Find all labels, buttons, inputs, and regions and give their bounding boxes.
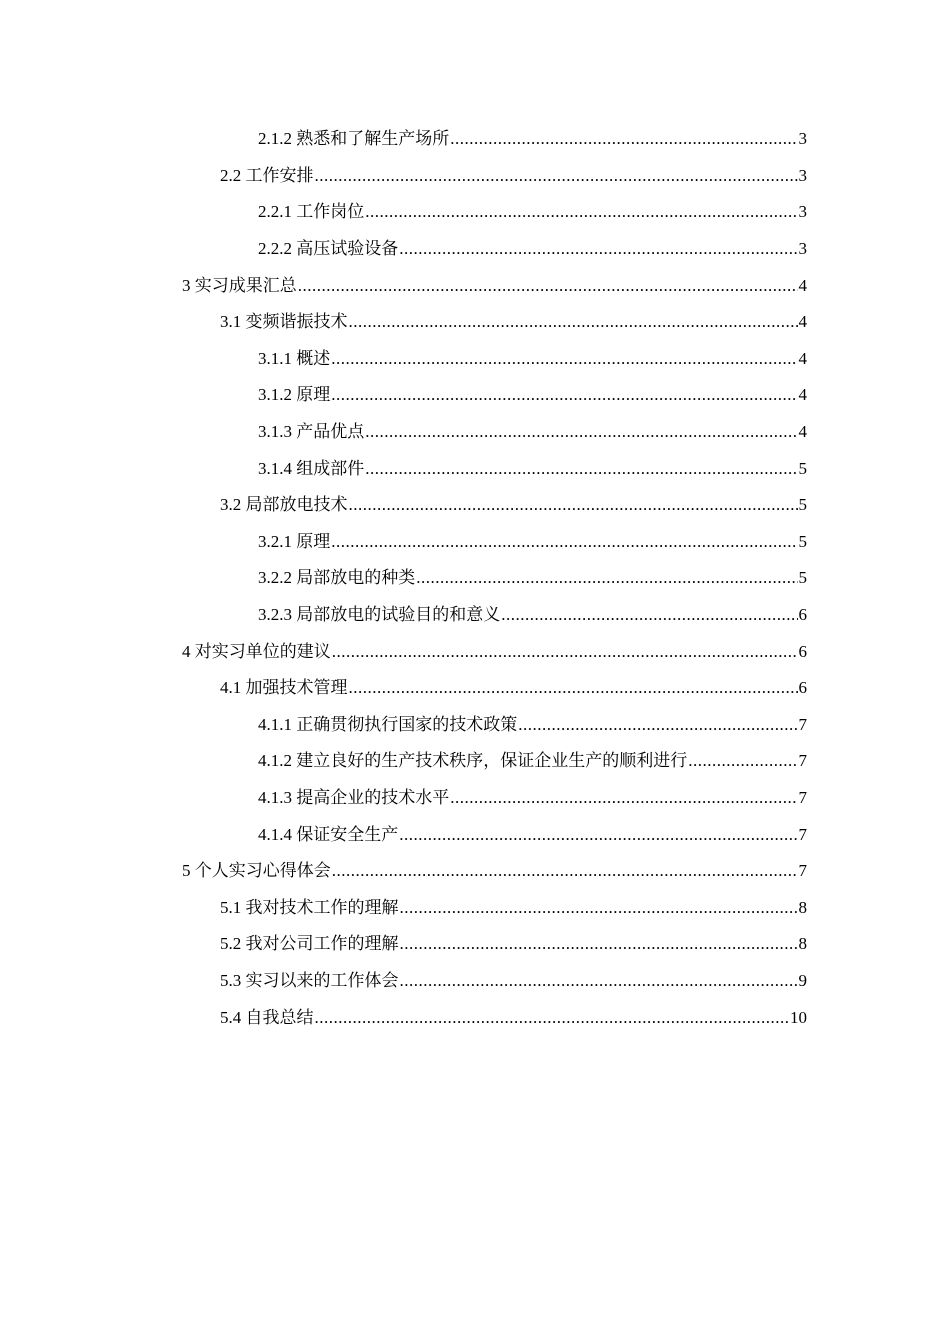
toc-entry[interactable]	[220, 495, 807, 515]
toc-entry-title: 4.1.2 建立良好的生产技术秩序，保证企业生产的顺利进行	[258, 751, 688, 771]
toc-entry[interactable]	[220, 678, 807, 698]
toc-page-number: 3	[798, 165, 807, 185]
toc-entry[interactable]	[258, 385, 807, 405]
toc-entry[interactable]	[258, 202, 807, 222]
toc-dot-leader	[399, 825, 797, 845]
toc-row[interactable]	[0, 121, 950, 158]
toc-entry-title: 5.1 我对技术工作的理解	[220, 897, 399, 917]
toc-entry-title: 4 对实习单位的建议	[182, 641, 331, 661]
toc-row[interactable]	[0, 963, 950, 1000]
toc-entry[interactable]	[182, 642, 807, 662]
toc-entry[interactable]	[182, 861, 807, 881]
toc-row[interactable]	[0, 560, 950, 597]
toc-row[interactable]	[0, 414, 950, 451]
toc-dot-leader	[298, 276, 798, 296]
toc-dot-leader	[416, 568, 797, 588]
toc-page-number: 4	[798, 385, 807, 405]
toc-entry[interactable]	[258, 349, 807, 369]
toc-dot-leader	[400, 934, 798, 954]
toc-row[interactable]	[0, 304, 950, 341]
toc-page-number: 4	[798, 422, 807, 442]
toc-row[interactable]	[0, 670, 950, 707]
toc-page-number: 8	[798, 897, 807, 917]
toc-entry[interactable]	[182, 276, 807, 296]
toc-entry[interactable]	[258, 459, 807, 479]
toc-entry-title: 4.1 加强技术管理	[220, 678, 348, 698]
toc-dot-leader	[501, 605, 797, 625]
toc-entry-title: 3.2.3 局部放电的试验目的和意义	[258, 605, 501, 625]
toc-page-number: 3	[798, 129, 807, 149]
toc-entry-title: 2.2.2 高压试验设备	[258, 239, 399, 259]
toc-entry[interactable]	[258, 568, 807, 588]
toc-dot-leader	[315, 166, 798, 186]
toc-entry-title: 5 个人实习心得体会	[182, 861, 331, 881]
toc-dot-leader	[315, 1008, 790, 1028]
toc-row[interactable]	[0, 194, 950, 231]
toc-page-number: 5	[798, 531, 807, 551]
toc-dot-leader	[331, 385, 797, 405]
toc-page-number: 5	[798, 568, 807, 588]
toc-page-number: 7	[798, 751, 807, 771]
toc-entry-title: 4.1.1 正确贯彻执行国家的技术政策	[258, 714, 518, 734]
toc-entry-title: 3.1.4 组成部件	[258, 458, 365, 478]
toc-entry-title: 3 实习成果汇总	[182, 275, 297, 295]
toc-dot-leader	[332, 861, 798, 881]
toc-page-number: 3	[798, 202, 807, 222]
table-of-contents	[0, 121, 950, 1036]
toc-entry[interactable]	[258, 129, 807, 149]
toc-entry[interactable]	[220, 934, 807, 954]
toc-entry[interactable]	[258, 825, 807, 845]
toc-entry[interactable]	[258, 239, 807, 259]
toc-row[interactable]	[0, 633, 950, 670]
toc-dot-leader	[365, 459, 797, 479]
toc-page-number: 4	[798, 275, 807, 295]
toc-page-number: 5	[798, 495, 807, 515]
toc-entry-title: 4.1.3 提高企业的技术水平	[258, 787, 450, 807]
toc-page-number: 6	[798, 678, 807, 698]
toc-row[interactable]	[0, 926, 950, 963]
toc-entry[interactable]	[220, 971, 807, 991]
toc-entry-title: 3.1.1 概述	[258, 348, 331, 368]
toc-page-number: 10	[790, 1007, 807, 1027]
toc-page-number: 7	[798, 787, 807, 807]
toc-row[interactable]	[0, 231, 950, 268]
toc-entry[interactable]	[258, 605, 807, 625]
toc-dot-leader	[365, 422, 797, 442]
toc-entry-title: 2.1.2 熟悉和了解生产场所	[258, 129, 450, 149]
toc-entry-title: 3.2 局部放电技术	[220, 495, 348, 515]
toc-row[interactable]	[0, 743, 950, 780]
toc-entry-title: 5.4 自我总结	[220, 1007, 314, 1027]
toc-page-number: 6	[798, 641, 807, 661]
toc-entry[interactable]	[258, 751, 807, 771]
toc-entry-title: 3.2.1 原理	[258, 531, 331, 551]
toc-page-number: 7	[798, 861, 807, 881]
toc-row[interactable]	[0, 158, 950, 195]
toc-row[interactable]	[0, 267, 950, 304]
toc-row[interactable]	[0, 487, 950, 524]
toc-dot-leader	[518, 715, 797, 735]
toc-row[interactable]	[0, 707, 950, 744]
toc-dot-leader	[365, 202, 797, 222]
toc-dot-leader	[349, 495, 798, 515]
toc-page-number: 4	[798, 348, 807, 368]
toc-entry-title: 4.1.4 保证安全生产	[258, 824, 399, 844]
toc-row[interactable]	[0, 450, 950, 487]
toc-row[interactable]	[0, 377, 950, 414]
toc-entry-title: 3.1 变频谐振技术	[220, 312, 348, 332]
toc-dot-leader	[450, 129, 797, 149]
toc-entry[interactable]	[220, 898, 807, 918]
toc-row[interactable]	[0, 341, 950, 378]
toc-entry-title: 3.2.2 局部放电的种类	[258, 568, 416, 588]
toc-dot-leader	[349, 312, 798, 332]
toc-page-number: 5	[798, 458, 807, 478]
toc-entry[interactable]	[258, 715, 807, 735]
toc-entry[interactable]	[220, 312, 807, 332]
toc-dot-leader	[400, 898, 798, 918]
toc-dot-leader	[400, 971, 798, 991]
toc-page-number: 4	[798, 312, 807, 332]
toc-dot-leader	[331, 532, 797, 552]
toc-entry-title: 5.3 实习以来的工作体会	[220, 970, 399, 990]
toc-row[interactable]	[0, 524, 950, 561]
toc-dot-leader	[450, 788, 797, 808]
toc-entry-title: 2.2 工作安排	[220, 165, 314, 185]
toc-dot-leader	[688, 751, 797, 771]
toc-page-number: 7	[798, 824, 807, 844]
toc-dot-leader	[399, 239, 797, 259]
toc-entry[interactable]	[258, 422, 807, 442]
toc-row[interactable]	[0, 816, 950, 853]
toc-page-number: 8	[798, 934, 807, 954]
toc-row[interactable]	[0, 597, 950, 634]
toc-entry[interactable]	[258, 788, 807, 808]
toc-dot-leader	[331, 349, 797, 369]
toc-page-number: 3	[798, 239, 807, 259]
toc-entry[interactable]	[220, 1008, 807, 1028]
toc-row[interactable]	[0, 780, 950, 817]
toc-entry[interactable]	[220, 166, 807, 186]
toc-entry-title: 5.2 我对公司工作的理解	[220, 934, 399, 954]
toc-row[interactable]	[0, 889, 950, 926]
toc-page-number: 7	[798, 714, 807, 734]
toc-entry[interactable]	[258, 532, 807, 552]
toc-page-number: 6	[798, 605, 807, 625]
toc-page-number: 9	[798, 970, 807, 990]
toc-row[interactable]	[0, 999, 950, 1036]
toc-entry-title: 2.2.1 工作岗位	[258, 202, 365, 222]
toc-entry-title: 3.1.2 原理	[258, 385, 331, 405]
toc-row[interactable]	[0, 853, 950, 890]
toc-dot-leader	[332, 642, 798, 662]
toc-entry-title: 3.1.3 产品优点	[258, 422, 365, 442]
toc-dot-leader	[349, 678, 798, 698]
